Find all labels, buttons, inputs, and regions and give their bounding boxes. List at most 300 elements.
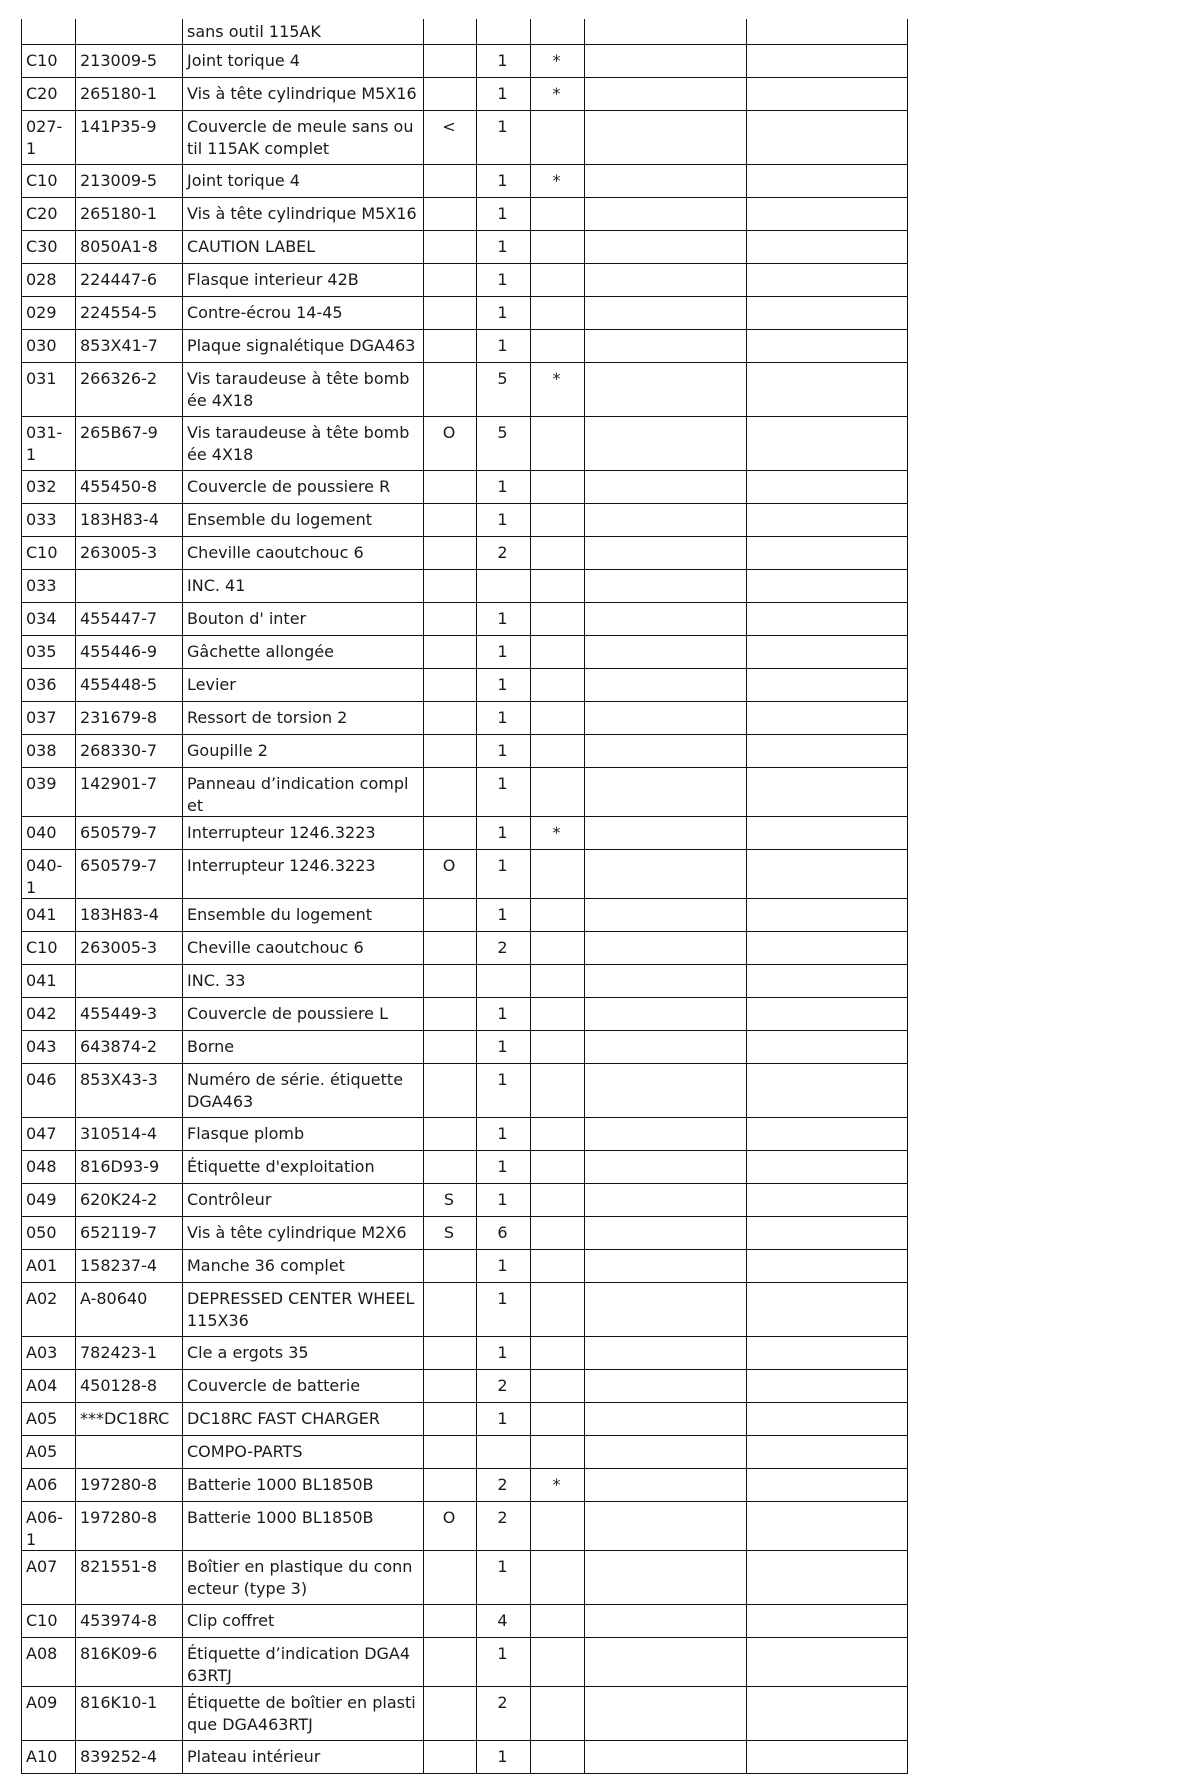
quantity-cell — [477, 570, 531, 603]
part-number-cell — [76, 965, 183, 998]
empty-cell — [747, 264, 908, 297]
empty-cell — [585, 932, 747, 965]
empty-cell — [747, 636, 908, 669]
description-cell: Couvercle de poussiere R — [183, 471, 424, 504]
code-cell: S — [424, 1184, 477, 1217]
mark-cell — [531, 1250, 585, 1283]
empty-cell — [585, 1403, 747, 1436]
description-cell: Flasque plomb — [183, 1118, 424, 1151]
part-number-cell: 853X43-3 — [76, 1064, 183, 1118]
code-cell — [424, 297, 477, 330]
mark-cell — [531, 1436, 585, 1469]
code-cell — [424, 1687, 477, 1741]
code-cell — [424, 537, 477, 570]
code-cell — [424, 1436, 477, 1469]
item-number-cell: 031-1 — [22, 417, 76, 471]
part-number-cell: 650579-7 — [76, 850, 183, 899]
table-row — [22, 264, 908, 297]
empty-cell — [747, 1337, 908, 1370]
item-number-cell: A02 — [22, 1283, 76, 1337]
code-cell — [424, 817, 477, 850]
item-number-cell: A08 — [22, 1638, 76, 1687]
part-number-cell: 455449-3 — [76, 998, 183, 1031]
item-number-cell: C20 — [22, 78, 76, 111]
description-cell: Couvercle de poussiere L — [183, 998, 424, 1031]
table-row — [22, 1370, 908, 1403]
item-number-cell: 043 — [22, 1031, 76, 1064]
mark-cell: * — [531, 817, 585, 850]
code-cell — [424, 570, 477, 603]
empty-cell — [585, 504, 747, 537]
empty-cell — [585, 899, 747, 932]
code-cell — [424, 1064, 477, 1118]
mark-cell — [531, 198, 585, 231]
empty-cell — [747, 1064, 908, 1118]
mark-cell — [531, 111, 585, 165]
description-cell: CAUTION LABEL — [183, 231, 424, 264]
description-cell: Interrupteur 1246.3223 — [183, 850, 424, 899]
description-cell: Vis taraudeuse à tête bombée 4X18 — [183, 363, 424, 417]
part-number-cell: 652119-7 — [76, 1217, 183, 1250]
table-row — [22, 1741, 908, 1774]
mark-cell: * — [531, 78, 585, 111]
empty-cell — [585, 1638, 747, 1687]
empty-cell — [747, 899, 908, 932]
code-cell — [424, 998, 477, 1031]
item-number-cell: 038 — [22, 735, 76, 768]
code-cell — [424, 504, 477, 537]
empty-cell — [585, 45, 747, 78]
quantity-cell — [477, 19, 531, 45]
empty-cell — [585, 198, 747, 231]
part-number-cell: 263005-3 — [76, 932, 183, 965]
item-number-cell: 031 — [22, 363, 76, 417]
mark-cell — [531, 1502, 585, 1551]
table-row — [22, 363, 908, 417]
part-number-cell: 265B67-9 — [76, 417, 183, 471]
empty-cell — [585, 1741, 747, 1774]
quantity-cell: 2 — [477, 932, 531, 965]
table-row — [22, 932, 908, 965]
empty-cell — [585, 1031, 747, 1064]
empty-cell — [747, 768, 908, 817]
quantity-cell: 1 — [477, 231, 531, 264]
code-cell — [424, 1469, 477, 1502]
item-number-cell: 035 — [22, 636, 76, 669]
part-number-cell: 224447-6 — [76, 264, 183, 297]
empty-cell — [585, 1370, 747, 1403]
quantity-cell: 2 — [477, 1370, 531, 1403]
quantity-cell: 1 — [477, 165, 531, 198]
part-number-cell: 142901-7 — [76, 768, 183, 817]
mark-cell — [531, 1638, 585, 1687]
part-number-cell — [76, 1436, 183, 1469]
mark-cell — [531, 504, 585, 537]
description-cell: Batterie 1000 BL1850B — [183, 1502, 424, 1551]
table-row — [22, 111, 908, 165]
empty-cell — [585, 1337, 747, 1370]
item-number-cell: 039 — [22, 768, 76, 817]
part-number-cell: 141P35-9 — [76, 111, 183, 165]
code-cell: O — [424, 850, 477, 899]
mark-cell — [531, 537, 585, 570]
code-cell — [424, 471, 477, 504]
table-row — [22, 1605, 908, 1638]
code-cell — [424, 1031, 477, 1064]
mark-cell — [531, 330, 585, 363]
empty-cell — [585, 471, 747, 504]
empty-cell — [585, 1151, 747, 1184]
empty-cell — [747, 330, 908, 363]
item-number-cell: C30 — [22, 231, 76, 264]
mark-cell — [531, 264, 585, 297]
code-cell: O — [424, 417, 477, 471]
item-number-cell: A05 — [22, 1403, 76, 1436]
table-row — [22, 1502, 908, 1551]
mark-cell — [531, 669, 585, 702]
description-cell: INC. 33 — [183, 965, 424, 998]
empty-cell — [585, 570, 747, 603]
description-cell: Cheville caoutchouc 6 — [183, 537, 424, 570]
code-cell — [424, 330, 477, 363]
empty-cell — [585, 78, 747, 111]
item-number-cell: A06 — [22, 1469, 76, 1502]
description-cell: Bouton d' inter — [183, 603, 424, 636]
quantity-cell: 1 — [477, 1638, 531, 1687]
description-cell: Étiquette d’indication DGA463RTJ — [183, 1638, 424, 1687]
mark-cell — [531, 1605, 585, 1638]
table-row — [22, 850, 908, 899]
code-cell: < — [424, 111, 477, 165]
quantity-cell: 1 — [477, 899, 531, 932]
part-number-cell: 455447-7 — [76, 603, 183, 636]
item-number-cell: A05 — [22, 1436, 76, 1469]
mark-cell: * — [531, 363, 585, 417]
code-cell — [424, 965, 477, 998]
item-number-cell: 034 — [22, 603, 76, 636]
quantity-cell: 1 — [477, 1250, 531, 1283]
description-cell: Boîtier en plastique du connecteur (type 3) — [183, 1551, 424, 1605]
item-number-cell: A09 — [22, 1687, 76, 1741]
empty-cell — [585, 231, 747, 264]
quantity-cell: 1 — [477, 702, 531, 735]
quantity-cell: 1 — [477, 1118, 531, 1151]
item-number-cell: C10 — [22, 45, 76, 78]
description-cell: Vis à tête cylindrique M2X6 — [183, 1217, 424, 1250]
quantity-cell: 1 — [477, 78, 531, 111]
item-number-cell: C10 — [22, 932, 76, 965]
mark-cell — [531, 471, 585, 504]
empty-cell — [747, 417, 908, 471]
table-row — [22, 1436, 908, 1469]
mark-cell — [531, 1217, 585, 1250]
empty-cell — [747, 1031, 908, 1064]
item-number-cell: 047 — [22, 1118, 76, 1151]
code-cell — [424, 1403, 477, 1436]
empty-cell — [747, 603, 908, 636]
code-cell — [424, 363, 477, 417]
table-row — [22, 570, 908, 603]
empty-cell — [747, 1502, 908, 1551]
item-number-cell: A10 — [22, 1741, 76, 1774]
description-cell: Gâchette allongée — [183, 636, 424, 669]
code-cell — [424, 1283, 477, 1337]
empty-cell — [747, 669, 908, 702]
part-number-cell: 263005-3 — [76, 537, 183, 570]
mark-cell — [531, 231, 585, 264]
code-cell — [424, 899, 477, 932]
empty-cell — [585, 850, 747, 899]
table-row — [22, 702, 908, 735]
description-cell: Levier — [183, 669, 424, 702]
item-number-cell: 041 — [22, 899, 76, 932]
description-cell: Joint torique 4 — [183, 165, 424, 198]
item-number-cell: 027-1 — [22, 111, 76, 165]
table-row — [22, 965, 908, 998]
empty-cell — [585, 264, 747, 297]
item-number-cell: A04 — [22, 1370, 76, 1403]
part-number-cell: 213009-5 — [76, 165, 183, 198]
code-cell — [424, 1250, 477, 1283]
description-cell: Vis taraudeuse à tête bombée 4X18 — [183, 417, 424, 471]
item-number-cell: A07 — [22, 1551, 76, 1605]
description-cell: Joint torique 4 — [183, 45, 424, 78]
part-number-cell: 266326-2 — [76, 363, 183, 417]
mark-cell — [531, 1403, 585, 1436]
quantity-cell: 5 — [477, 417, 531, 471]
description-cell: Étiquette d'exploitation — [183, 1151, 424, 1184]
table-row — [22, 1551, 908, 1605]
description-cell: INC. 41 — [183, 570, 424, 603]
mark-cell — [531, 1741, 585, 1774]
table-row — [22, 1031, 908, 1064]
part-number-cell: 224554-5 — [76, 297, 183, 330]
code-cell — [424, 1638, 477, 1687]
item-number-cell: 030 — [22, 330, 76, 363]
empty-cell — [585, 363, 747, 417]
empty-cell — [585, 636, 747, 669]
empty-cell — [747, 1469, 908, 1502]
empty-cell — [585, 1605, 747, 1638]
empty-cell — [747, 932, 908, 965]
empty-cell — [585, 297, 747, 330]
empty-cell — [585, 19, 747, 45]
empty-cell — [585, 1283, 747, 1337]
part-number-cell: 816D93-9 — [76, 1151, 183, 1184]
empty-cell — [585, 330, 747, 363]
table-row — [22, 165, 908, 198]
part-number-cell: 265180-1 — [76, 78, 183, 111]
empty-cell — [585, 111, 747, 165]
empty-cell — [747, 1370, 908, 1403]
quantity-cell: 1 — [477, 1064, 531, 1118]
description-cell: Manche 36 complet — [183, 1250, 424, 1283]
empty-cell — [747, 1283, 908, 1337]
empty-cell — [747, 1403, 908, 1436]
empty-cell — [585, 1064, 747, 1118]
item-number-cell: C20 — [22, 198, 76, 231]
mark-cell — [531, 1184, 585, 1217]
table-row — [22, 198, 908, 231]
quantity-cell: 1 — [477, 998, 531, 1031]
table-row — [22, 537, 908, 570]
code-cell — [424, 603, 477, 636]
code-cell — [424, 198, 477, 231]
mark-cell — [531, 19, 585, 45]
empty-cell — [585, 817, 747, 850]
description-cell: Panneau d’indication complet — [183, 768, 424, 817]
quantity-cell: 2 — [477, 1469, 531, 1502]
code-cell — [424, 932, 477, 965]
description-cell: Plaque signalétique DGA463 — [183, 330, 424, 363]
empty-cell — [747, 537, 908, 570]
table-row — [22, 735, 908, 768]
empty-cell — [585, 417, 747, 471]
table-row — [22, 899, 908, 932]
table-row — [22, 1283, 908, 1337]
empty-cell — [585, 998, 747, 1031]
item-number-cell: 028 — [22, 264, 76, 297]
quantity-cell: 1 — [477, 198, 531, 231]
empty-cell — [747, 702, 908, 735]
quantity-cell: 1 — [477, 1151, 531, 1184]
mark-cell — [531, 1151, 585, 1184]
table-row — [22, 1118, 908, 1151]
mark-cell — [531, 1031, 585, 1064]
item-number-cell: 042 — [22, 998, 76, 1031]
item-number-cell: C10 — [22, 1605, 76, 1638]
part-number-cell: 821551-8 — [76, 1551, 183, 1605]
description-cell: DC18RC FAST CHARGER — [183, 1403, 424, 1436]
quantity-cell: 1 — [477, 111, 531, 165]
empty-cell — [747, 45, 908, 78]
part-number-cell: 265180-1 — [76, 198, 183, 231]
code-cell: O — [424, 1502, 477, 1551]
table-row — [22, 669, 908, 702]
empty-cell — [585, 1502, 747, 1551]
empty-cell — [585, 965, 747, 998]
mark-cell — [531, 417, 585, 471]
description-cell: Ensemble du logement — [183, 899, 424, 932]
mark-cell — [531, 636, 585, 669]
empty-cell — [747, 1605, 908, 1638]
empty-cell — [747, 111, 908, 165]
quantity-cell: 1 — [477, 1283, 531, 1337]
item-number-cell: 040-1 — [22, 850, 76, 899]
part-number-cell — [76, 19, 183, 45]
code-cell — [424, 702, 477, 735]
description-cell: Contre-écrou 14-45 — [183, 297, 424, 330]
description-cell: Borne — [183, 1031, 424, 1064]
code-cell — [424, 1151, 477, 1184]
quantity-cell — [477, 1436, 531, 1469]
item-number-cell: 046 — [22, 1064, 76, 1118]
mark-cell — [531, 603, 585, 636]
empty-cell — [747, 965, 908, 998]
table-row — [22, 1184, 908, 1217]
table-row — [22, 19, 908, 45]
empty-cell — [585, 1250, 747, 1283]
empty-cell — [747, 998, 908, 1031]
quantity-cell: 1 — [477, 735, 531, 768]
item-number-cell: 036 — [22, 669, 76, 702]
description-cell: Couvercle de meule sans outil 115AK complet — [183, 111, 424, 165]
code-cell — [424, 1337, 477, 1370]
item-number-cell: 037 — [22, 702, 76, 735]
mark-cell — [531, 932, 585, 965]
mark-cell — [531, 965, 585, 998]
part-number-cell: 643874-2 — [76, 1031, 183, 1064]
mark-cell — [531, 1370, 585, 1403]
part-number-cell: 183H83-4 — [76, 899, 183, 932]
empty-cell — [747, 1436, 908, 1469]
quantity-cell: 1 — [477, 297, 531, 330]
item-number-cell: A06-1 — [22, 1502, 76, 1551]
empty-cell — [747, 735, 908, 768]
description-cell: Plateau intérieur — [183, 1741, 424, 1774]
quantity-cell: 1 — [477, 264, 531, 297]
table-row — [22, 998, 908, 1031]
empty-cell — [585, 702, 747, 735]
code-cell — [424, 1605, 477, 1638]
description-cell: Flasque interieur 42B — [183, 264, 424, 297]
description-cell: sans outil 115AK — [183, 19, 424, 45]
description-cell: Vis à tête cylindrique M5X16 — [183, 198, 424, 231]
part-number-cell: 782423-1 — [76, 1337, 183, 1370]
quantity-cell: 1 — [477, 504, 531, 537]
empty-cell — [747, 1741, 908, 1774]
code-cell — [424, 1741, 477, 1774]
quantity-cell: 1 — [477, 1403, 531, 1436]
quantity-cell: 1 — [477, 636, 531, 669]
code-cell — [424, 264, 477, 297]
code-cell — [424, 1370, 477, 1403]
item-number-cell: A03 — [22, 1337, 76, 1370]
empty-cell — [747, 19, 908, 45]
description-cell: Contrôleur — [183, 1184, 424, 1217]
code-cell — [424, 45, 477, 78]
code-cell: S — [424, 1217, 477, 1250]
quantity-cell: 2 — [477, 1502, 531, 1551]
mark-cell — [531, 768, 585, 817]
item-number-cell: 033 — [22, 570, 76, 603]
code-cell — [424, 165, 477, 198]
table-row — [22, 330, 908, 363]
empty-cell — [585, 1118, 747, 1151]
description-cell: Cle a ergots 35 — [183, 1337, 424, 1370]
table-row — [22, 297, 908, 330]
mark-cell — [531, 1687, 585, 1741]
quantity-cell: 6 — [477, 1217, 531, 1250]
part-number-cell: 455450-8 — [76, 471, 183, 504]
empty-cell — [747, 1184, 908, 1217]
code-cell — [424, 669, 477, 702]
mark-cell: * — [531, 1469, 585, 1502]
table-row — [22, 768, 908, 817]
code-cell — [424, 78, 477, 111]
description-cell: Clip coffret — [183, 1605, 424, 1638]
empty-cell — [747, 165, 908, 198]
code-cell — [424, 231, 477, 264]
item-number-cell: 029 — [22, 297, 76, 330]
quantity-cell: 1 — [477, 1551, 531, 1605]
mark-cell — [531, 899, 585, 932]
part-number-cell: 158237-4 — [76, 1250, 183, 1283]
part-number-cell: 8050A1-8 — [76, 231, 183, 264]
quantity-cell: 4 — [477, 1605, 531, 1638]
part-number-cell: 213009-5 — [76, 45, 183, 78]
quantity-cell: 1 — [477, 1184, 531, 1217]
